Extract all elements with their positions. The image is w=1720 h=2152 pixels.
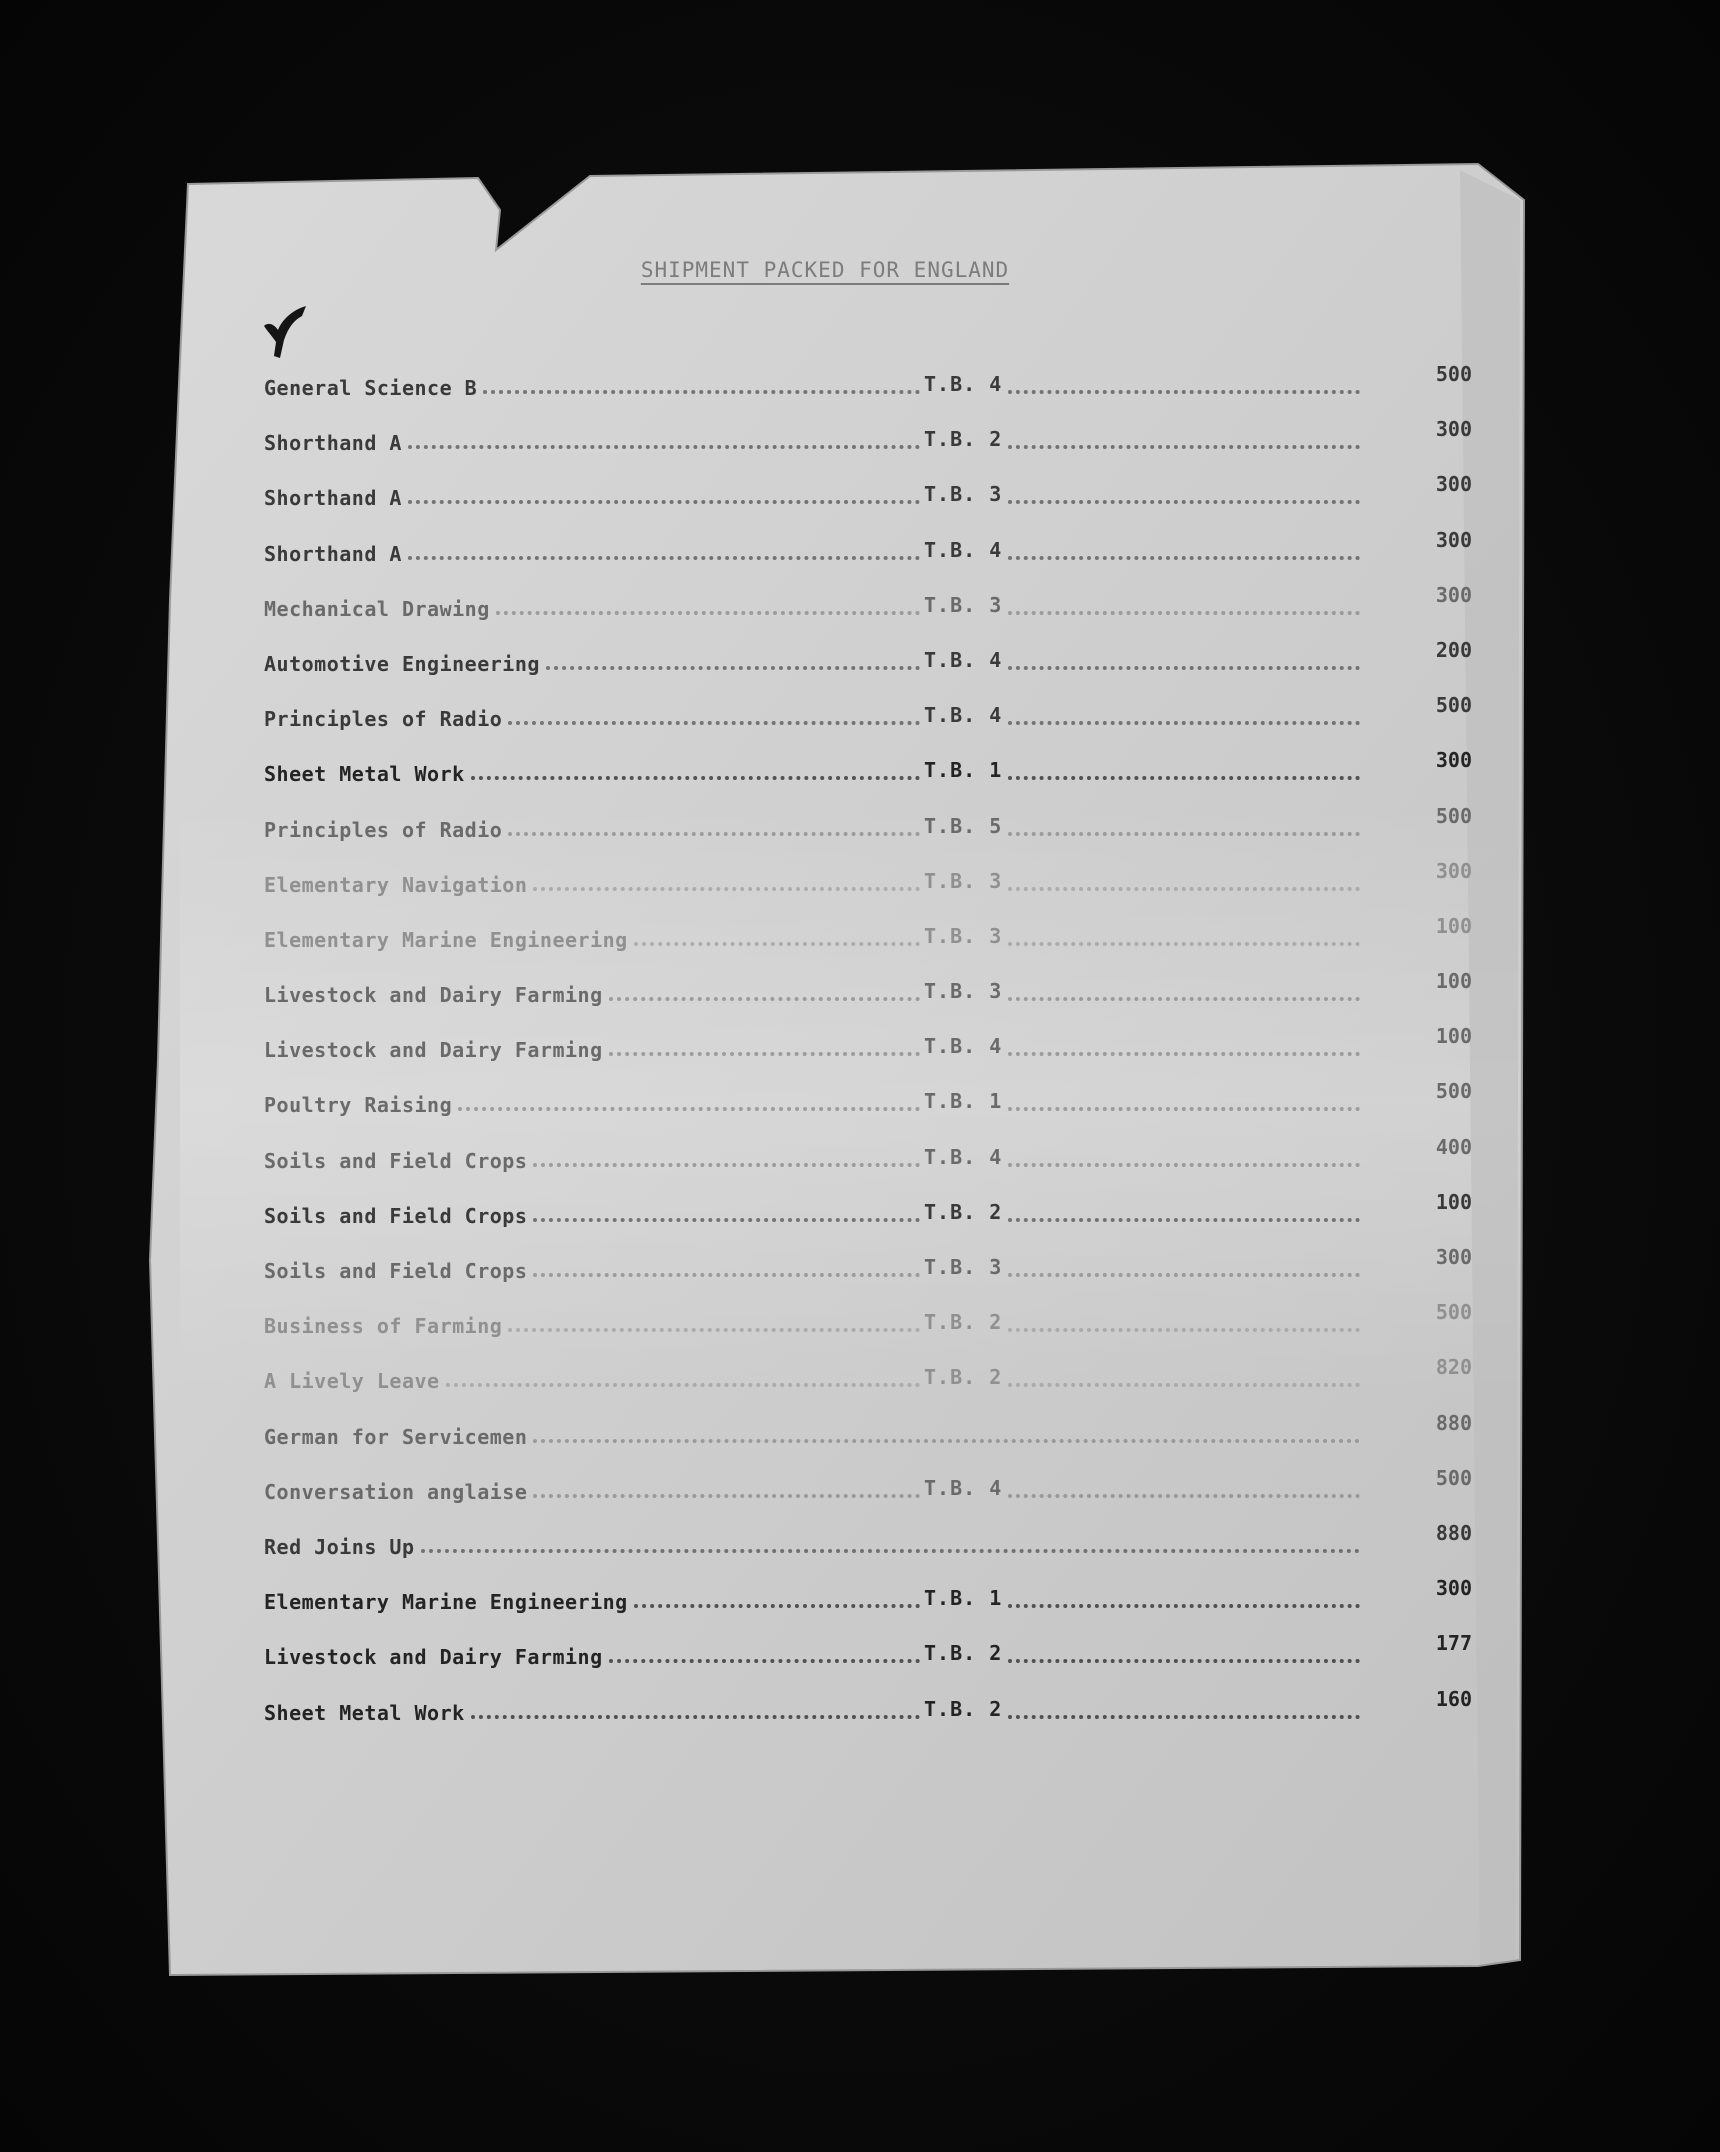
- quantity-text: 100: [1435, 1024, 1472, 1049]
- dot-leader: [471, 1715, 920, 1719]
- dot-leader: [609, 997, 920, 1001]
- list-item: [262, 472, 1482, 527]
- dot-leader: [446, 1383, 920, 1387]
- dot-leader: [508, 1328, 920, 1332]
- subject-text: Poultry Raising: [264, 1093, 453, 1118]
- quantity-text: 500: [1435, 362, 1472, 386]
- dot-leader: [1008, 666, 1360, 670]
- tb-reference: T.B. 4: [924, 372, 1003, 396]
- tb-reference: T.B. 5: [924, 813, 1003, 838]
- subject-text: Red Joins Up: [264, 1534, 415, 1559]
- list-item: [262, 1411, 1482, 1466]
- quantity-text: 400: [1435, 1134, 1472, 1159]
- dot-leader: [1008, 556, 1360, 560]
- dot-leader: [1008, 500, 1360, 504]
- shipment-list: [262, 362, 1482, 1742]
- dot-leader: [1008, 611, 1360, 615]
- tb-reference: T.B. 3: [924, 979, 1003, 1004]
- tb-reference: T.B. 3: [924, 923, 1003, 948]
- subject-text: Principles of Radio: [264, 817, 503, 842]
- dot-leader: [1008, 1604, 1360, 1608]
- dot-leader: [1008, 1107, 1360, 1111]
- list-item: [262, 1521, 1482, 1576]
- dot-leader: [533, 1439, 1360, 1443]
- tb-reference: T.B. 2: [924, 427, 1003, 452]
- quantity-text: 500: [1435, 1300, 1472, 1325]
- quantity-text: 177: [1435, 1631, 1472, 1656]
- subject-text: Soils and Field Crops: [264, 1148, 528, 1173]
- subject-text: A Lively Leave: [264, 1369, 440, 1394]
- dot-leader: [609, 1052, 920, 1056]
- quantity-text: 500: [1435, 1465, 1472, 1490]
- subject-text: Elementary Navigation: [264, 872, 528, 897]
- dot-leader: [1008, 776, 1360, 780]
- check-mark-icon: [258, 300, 316, 364]
- list-item: [262, 1300, 1482, 1355]
- list-item: [262, 859, 1482, 914]
- list-item: [262, 804, 1482, 859]
- quantity-text: 100: [1435, 913, 1472, 938]
- subject-text: German for Servicemen: [264, 1424, 528, 1449]
- dot-leader: [421, 1549, 1360, 1553]
- dot-leader: [1008, 1715, 1360, 1719]
- list-item: [262, 1079, 1482, 1134]
- tb-reference: T.B. 4: [924, 537, 1003, 562]
- dot-leader: [634, 1604, 920, 1608]
- subject-text: Soils and Field Crops: [264, 1259, 528, 1283]
- subject-text: Sheet Metal Work: [264, 762, 465, 787]
- list-item: [262, 1631, 1482, 1686]
- dot-leader: [1008, 721, 1360, 725]
- quantity-text: 100: [1435, 1189, 1472, 1214]
- dot-leader: [508, 832, 920, 836]
- quantity-text: 300: [1435, 527, 1472, 552]
- quantity-text: 300: [1435, 417, 1472, 442]
- list-item: [262, 914, 1482, 969]
- quantity-text: 300: [1435, 748, 1472, 773]
- dot-leader: [1008, 1218, 1360, 1222]
- quantity-text: 300: [1435, 1245, 1472, 1269]
- tb-reference: T.B. 3: [924, 482, 1003, 507]
- subject-text: Principles of Radio: [264, 707, 503, 732]
- dot-leader: [508, 721, 920, 725]
- tb-reference: T.B. 1: [924, 1089, 1003, 1114]
- dot-leader: [1008, 390, 1360, 394]
- dot-leader: [533, 1218, 920, 1222]
- quantity-text: 820: [1435, 1355, 1472, 1380]
- list-item: [262, 1024, 1482, 1079]
- dot-leader: [1008, 887, 1360, 891]
- tb-reference: T.B. 4: [924, 703, 1003, 728]
- tb-reference: T.B. 2: [924, 1310, 1003, 1335]
- list-item: [262, 1355, 1482, 1410]
- tb-reference: T.B. 4: [924, 1475, 1003, 1500]
- subject-text: Elementary Marine Engineering: [264, 927, 628, 952]
- dot-leader: [1008, 997, 1360, 1001]
- list-item: [262, 583, 1482, 638]
- tb-reference: T.B. 3: [924, 1255, 1003, 1279]
- dot-leader: [1008, 1328, 1360, 1332]
- subject-text: Conversation anglaise: [264, 1479, 528, 1504]
- quantity-text: 500: [1435, 693, 1472, 718]
- dot-leader: [471, 776, 920, 780]
- quantity-text: 160: [1435, 1686, 1472, 1711]
- dot-leader: [1008, 1494, 1360, 1498]
- subject-text: Mechanical Drawing: [264, 596, 490, 621]
- dot-leader: [408, 445, 920, 449]
- list-item: [262, 748, 1482, 803]
- tb-reference: T.B. 2: [924, 1199, 1003, 1224]
- subject-text: Shorthand A: [264, 541, 402, 566]
- quantity-text: 300: [1435, 1576, 1472, 1601]
- subject-text: Shorthand A: [264, 486, 402, 511]
- list-item: [262, 1245, 1482, 1300]
- tb-reference: T.B. 1: [924, 1586, 1003, 1611]
- quantity-text: 100: [1435, 969, 1472, 994]
- tb-reference: T.B. 1: [924, 758, 1003, 783]
- list-item: [262, 638, 1482, 693]
- dot-leader: [1008, 445, 1360, 449]
- dot-leader: [1008, 1163, 1360, 1167]
- list-item: [262, 528, 1482, 583]
- dot-leader: [609, 1659, 920, 1663]
- subject-text: Elementary Marine Engineering: [264, 1590, 628, 1615]
- dot-leader: [1008, 1273, 1360, 1277]
- list-item: [262, 417, 1482, 472]
- quantity-text: 500: [1435, 803, 1472, 828]
- subject-text: Livestock and Dairy Farming: [264, 1645, 603, 1670]
- list-item: [262, 1576, 1482, 1631]
- dot-leader: [1008, 832, 1360, 836]
- dot-leader: [458, 1107, 920, 1111]
- quantity-text: 300: [1435, 582, 1472, 607]
- quantity-text: 200: [1435, 637, 1472, 662]
- subject-text: Soils and Field Crops: [264, 1203, 528, 1228]
- tb-reference: T.B. 4: [924, 1034, 1003, 1059]
- tb-reference: T.B. 4: [924, 647, 1003, 672]
- subject-text: Livestock and Dairy Farming: [264, 1038, 603, 1063]
- quantity-text: 300: [1435, 472, 1472, 497]
- subject-text: Shorthand A: [264, 431, 402, 456]
- list-item: [262, 362, 1482, 417]
- quantity-text: 300: [1435, 858, 1472, 883]
- dot-leader: [546, 666, 920, 670]
- dot-leader: [1008, 942, 1360, 946]
- subject-text: Business of Farming: [264, 1314, 503, 1339]
- list-item: [262, 693, 1482, 748]
- tb-reference: T.B. 2: [924, 1641, 1003, 1666]
- list-item: [262, 1190, 1482, 1245]
- list-item: [262, 1135, 1482, 1190]
- list-item: [262, 969, 1482, 1024]
- tb-reference: T.B. 2: [924, 1696, 1003, 1721]
- dot-leader: [1008, 1052, 1360, 1056]
- dot-leader: [533, 1163, 920, 1167]
- list-item: [262, 1466, 1482, 1521]
- dot-leader: [533, 1273, 920, 1277]
- dot-leader: [533, 1494, 920, 1498]
- dot-leader: [634, 942, 920, 946]
- tb-reference: T.B. 3: [924, 592, 1003, 617]
- quantity-text: 500: [1435, 1079, 1472, 1104]
- subject-text: Sheet Metal Work: [264, 1700, 465, 1725]
- tb-reference: T.B. 3: [924, 868, 1003, 893]
- dot-leader: [408, 556, 920, 560]
- quantity-text: 880: [1435, 1410, 1472, 1435]
- subject-text: Automotive Engineering: [264, 651, 540, 676]
- document-title: SHIPMENT PACKED FOR ENGLAND: [640, 258, 1010, 282]
- dot-leader: [483, 390, 920, 394]
- dot-leader: [496, 611, 920, 615]
- list-item: [262, 1687, 1482, 1742]
- subject-text: General Science B: [264, 376, 478, 400]
- dot-leader: [1008, 1659, 1360, 1663]
- dot-leader: [533, 887, 920, 891]
- tb-reference: T.B. 4: [924, 1144, 1003, 1169]
- tb-reference: T.B. 2: [924, 1365, 1003, 1390]
- quantity-text: 880: [1435, 1520, 1472, 1545]
- subject-text: Livestock and Dairy Farming: [264, 983, 603, 1008]
- dot-leader: [1008, 1383, 1360, 1387]
- dot-leader: [408, 500, 920, 504]
